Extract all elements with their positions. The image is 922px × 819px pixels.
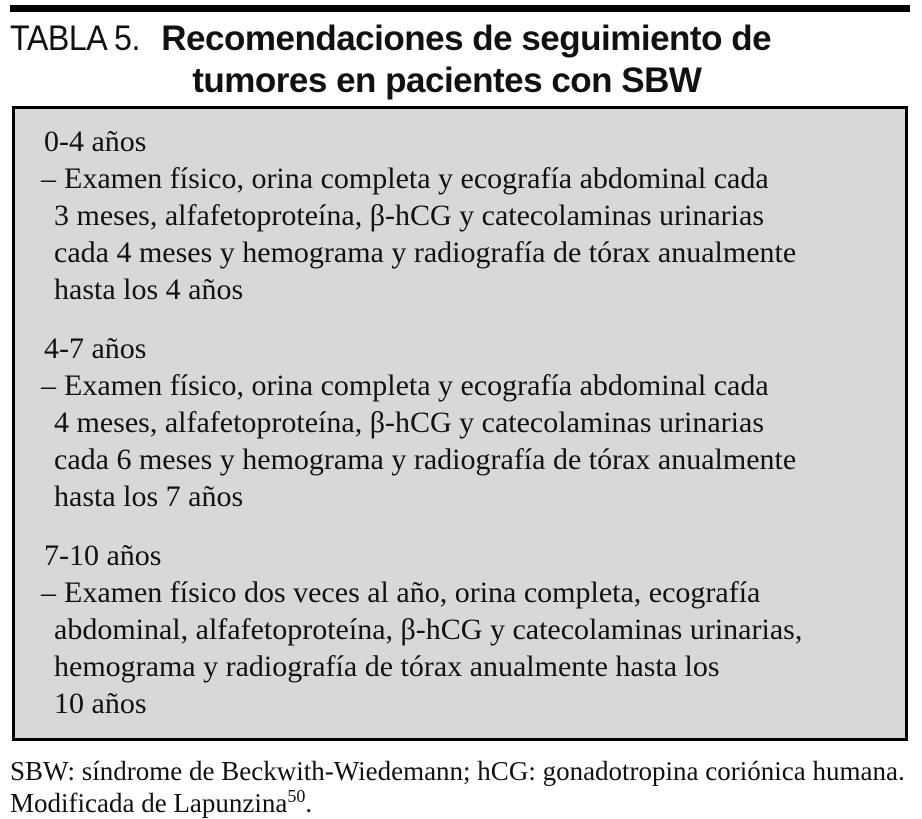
recommendation-line: 10 años xyxy=(54,687,147,720)
recommendation-line: abdominal, alfafetoproteína, β-hCG y catecolaminas urinarias, xyxy=(54,613,803,646)
age-group-4-7 xyxy=(15,330,895,515)
recommendation-line: hasta los 7 años xyxy=(54,480,244,513)
age-group-7-10 xyxy=(15,537,895,722)
dash-bullet: – xyxy=(41,576,56,609)
top-rule xyxy=(10,5,910,12)
recommendation-text: Examen físico, orina completa y ecografía abdominal cada xyxy=(64,162,769,195)
table-title-text: Recomendaciones de seguimiento de tumores en pacientes con SBW xyxy=(161,19,772,100)
recommendation-line: hemograma y radiografía de tórax anualmente hasta los xyxy=(54,650,720,683)
footnote-source-period: . xyxy=(305,788,313,818)
recommendation-line xyxy=(41,574,895,611)
recommendation-line xyxy=(41,160,895,197)
footnote-abbreviations: SBW: síndrome de Beckwith-Wiedemann; hCG: gonadotropina coriónica humana. xyxy=(10,756,905,786)
recommendation-text: Examen físico, orina completa y ecografía abdominal cada xyxy=(64,369,769,402)
reference-superscript: 50 xyxy=(287,786,306,806)
age-group-0-4 xyxy=(15,123,895,308)
age-range-heading: 0-4 años xyxy=(44,125,147,158)
recommendation-line: cada 6 meses y hemograma y radiografía de tórax anualmente xyxy=(54,443,797,476)
recommendation-line: 3 meses, alfafetoproteína, β-hCG y catecolaminas urinarias xyxy=(54,199,764,232)
recommendations-box xyxy=(12,106,908,741)
dash-bullet: – xyxy=(41,162,56,195)
recommendation-line: 4 meses, alfafetoproteína, β-hCG y catecolaminas urinarias xyxy=(54,406,764,439)
table-footnote xyxy=(10,755,912,819)
table-title xyxy=(10,18,910,102)
age-range-heading: 7-10 años xyxy=(44,539,162,572)
recommendation-line: hasta los 4 años xyxy=(54,273,244,306)
recommendation-text: Examen físico dos veces al año, orina completa, ecografía xyxy=(64,576,761,609)
dash-bullet: – xyxy=(41,369,56,402)
recommendation-line: cada 4 meses y hemograma y radiografía de tórax anualmente xyxy=(54,236,797,269)
footnote-source-text: Modificada de Lapunzina xyxy=(10,788,288,818)
footnote-source xyxy=(10,787,912,819)
age-range-heading: 4-7 años xyxy=(44,332,147,365)
paper-table-figure xyxy=(0,5,922,819)
recommendation-line xyxy=(41,367,895,404)
table-number-label: TABLA 5. xyxy=(10,19,140,58)
